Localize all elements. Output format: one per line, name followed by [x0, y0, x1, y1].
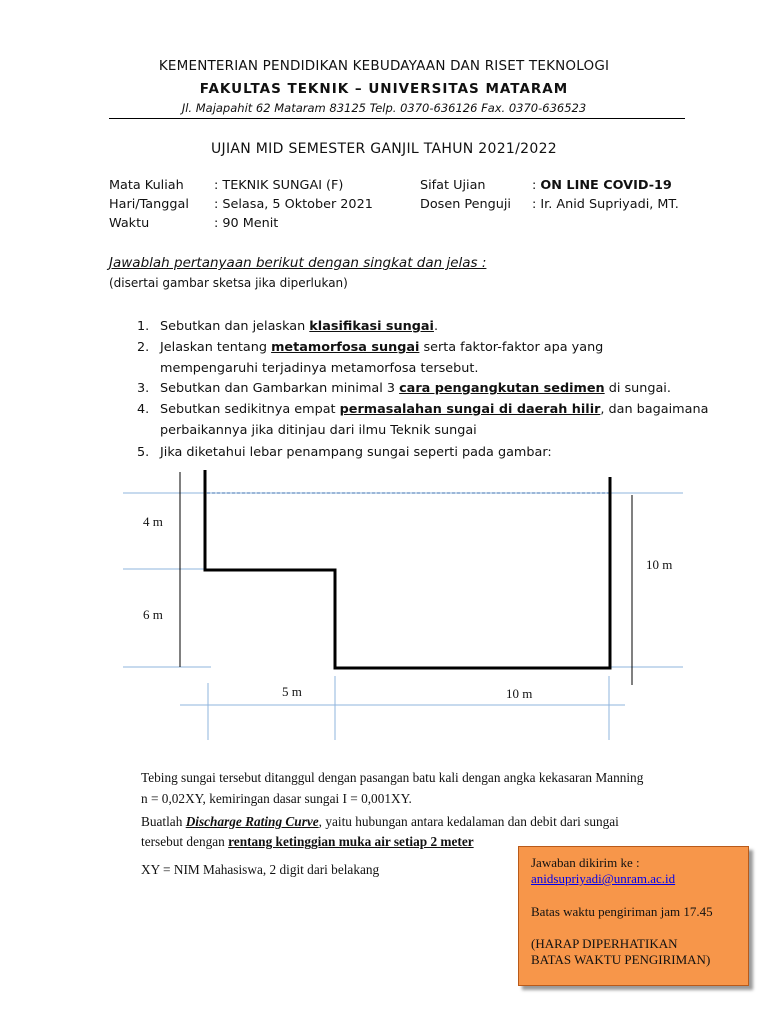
question-2: Jelaskan tentang metamorfosa sungai serta faktor-faktor apa yang — [160, 340, 604, 355]
warning-line1: (HARAP DIPERHATIKAN — [531, 936, 678, 951]
paragraph-2-line2: tersebut dengan rentang ketinggian muka air setiap 2 meter — [141, 834, 474, 849]
address-line: Jl. Majapahit 62 Mataram 83125 Telp. 0370-636126 Fax. 0370-636523 — [181, 101, 587, 115]
paragraph-3: XY = NIM Mahasiswa, 2 digit dari belakang — [141, 862, 380, 877]
dimension-label-5m: 5 m — [282, 684, 302, 699]
dimension-label-6m: 6 m — [143, 607, 163, 622]
exam-type-value: : ON LINE COVID-19 — [532, 178, 672, 193]
time-label: Waktu — [109, 216, 150, 231]
course-value: : TEKNIK SUNGAI (F) — [214, 178, 344, 193]
time-value: : 90 Menit — [214, 216, 279, 231]
warning-line2: BATAS WAKTU PENGIRIMAN) — [531, 952, 711, 967]
notice-line1: Jawaban dikirim ke : — [531, 855, 640, 870]
paragraph-1-line2: n = 0,02XY, kemiringan dasar sungai I = 0,001XY. — [141, 791, 412, 806]
dimension-label-10m-width: 10 m — [506, 686, 533, 701]
exam-type-label: Sifat Ujian — [420, 178, 486, 193]
question-number: 1. — [137, 319, 150, 334]
question-number: 3. — [137, 381, 150, 396]
question-2-line2: mempengaruhi terjadinya metamorfosa tersebut. — [160, 361, 479, 376]
paragraph-2-line1: Buatlah Discharge Rating Curve, yaitu hubungan antara kedalaman dan debit dari sungai — [141, 814, 619, 829]
examiner-value: : Ir. Anid Supriyadi, MT. — [532, 197, 679, 212]
question-number: 2. — [137, 340, 150, 355]
dimension-label-4m: 4 m — [143, 514, 163, 529]
dimension-label-10m-height: 10 m — [646, 557, 673, 572]
dimension-lines — [123, 493, 683, 740]
email-link[interactable]: anidsupriyadi@unram.ac.id — [531, 871, 676, 886]
question-1: Sebutkan dan jelaskan klasifikasi sungai. — [160, 319, 439, 334]
deadline-text: Batas waktu pengiriman jam 17.45 — [531, 904, 713, 919]
instruction-main: Jawablah pertanyaan berikut dengan singkat dan jelas : — [109, 255, 487, 271]
faculty-heading: FAKULTAS TEKNIK – UNIVERSITAS MATARAM — [199, 81, 569, 97]
ministry-heading: KEMENTERIAN PENDIDIKAN KEBUDAYAAN DAN RISET TEKNOLOGI — [158, 58, 610, 74]
exam-title: UJIAN MID SEMESTER GANJIL TAHUN 2021/2022 — [211, 141, 557, 157]
question-3: Sebutkan dan Gambarkan minimal 3 cara pengangkutan sedimen di sungai. — [160, 381, 671, 396]
date-label: Hari/Tanggal — [109, 197, 189, 212]
channel-profile — [205, 470, 610, 668]
course-label: Mata Kuliah — [109, 178, 184, 193]
paragraph-1-line1: Tebing sungai tersebut ditanggul dengan pasangan batu kali dengan angka kekasaran Manning — [141, 770, 644, 785]
instruction-sub: (disertai gambar sketsa jika diperlukan) — [109, 276, 348, 290]
question-5: Jika diketahui lebar penampang sungai seperti pada gambar: — [160, 445, 552, 460]
submission-notice-box — [518, 846, 749, 986]
date-value: : Selasa, 5 Oktober 2021 — [214, 197, 373, 212]
question-number: 4. — [137, 402, 150, 417]
examiner-label: Dosen Penguji — [420, 197, 511, 212]
question-number: 5. — [137, 445, 150, 460]
question-4-line2: perbaikannya jika ditinjau dari ilmu Teknik sungai — [160, 423, 477, 438]
question-4: Sebutkan sedikitnya empat permasalahan sungai di daerah hilir, dan bagaimana — [160, 402, 709, 417]
